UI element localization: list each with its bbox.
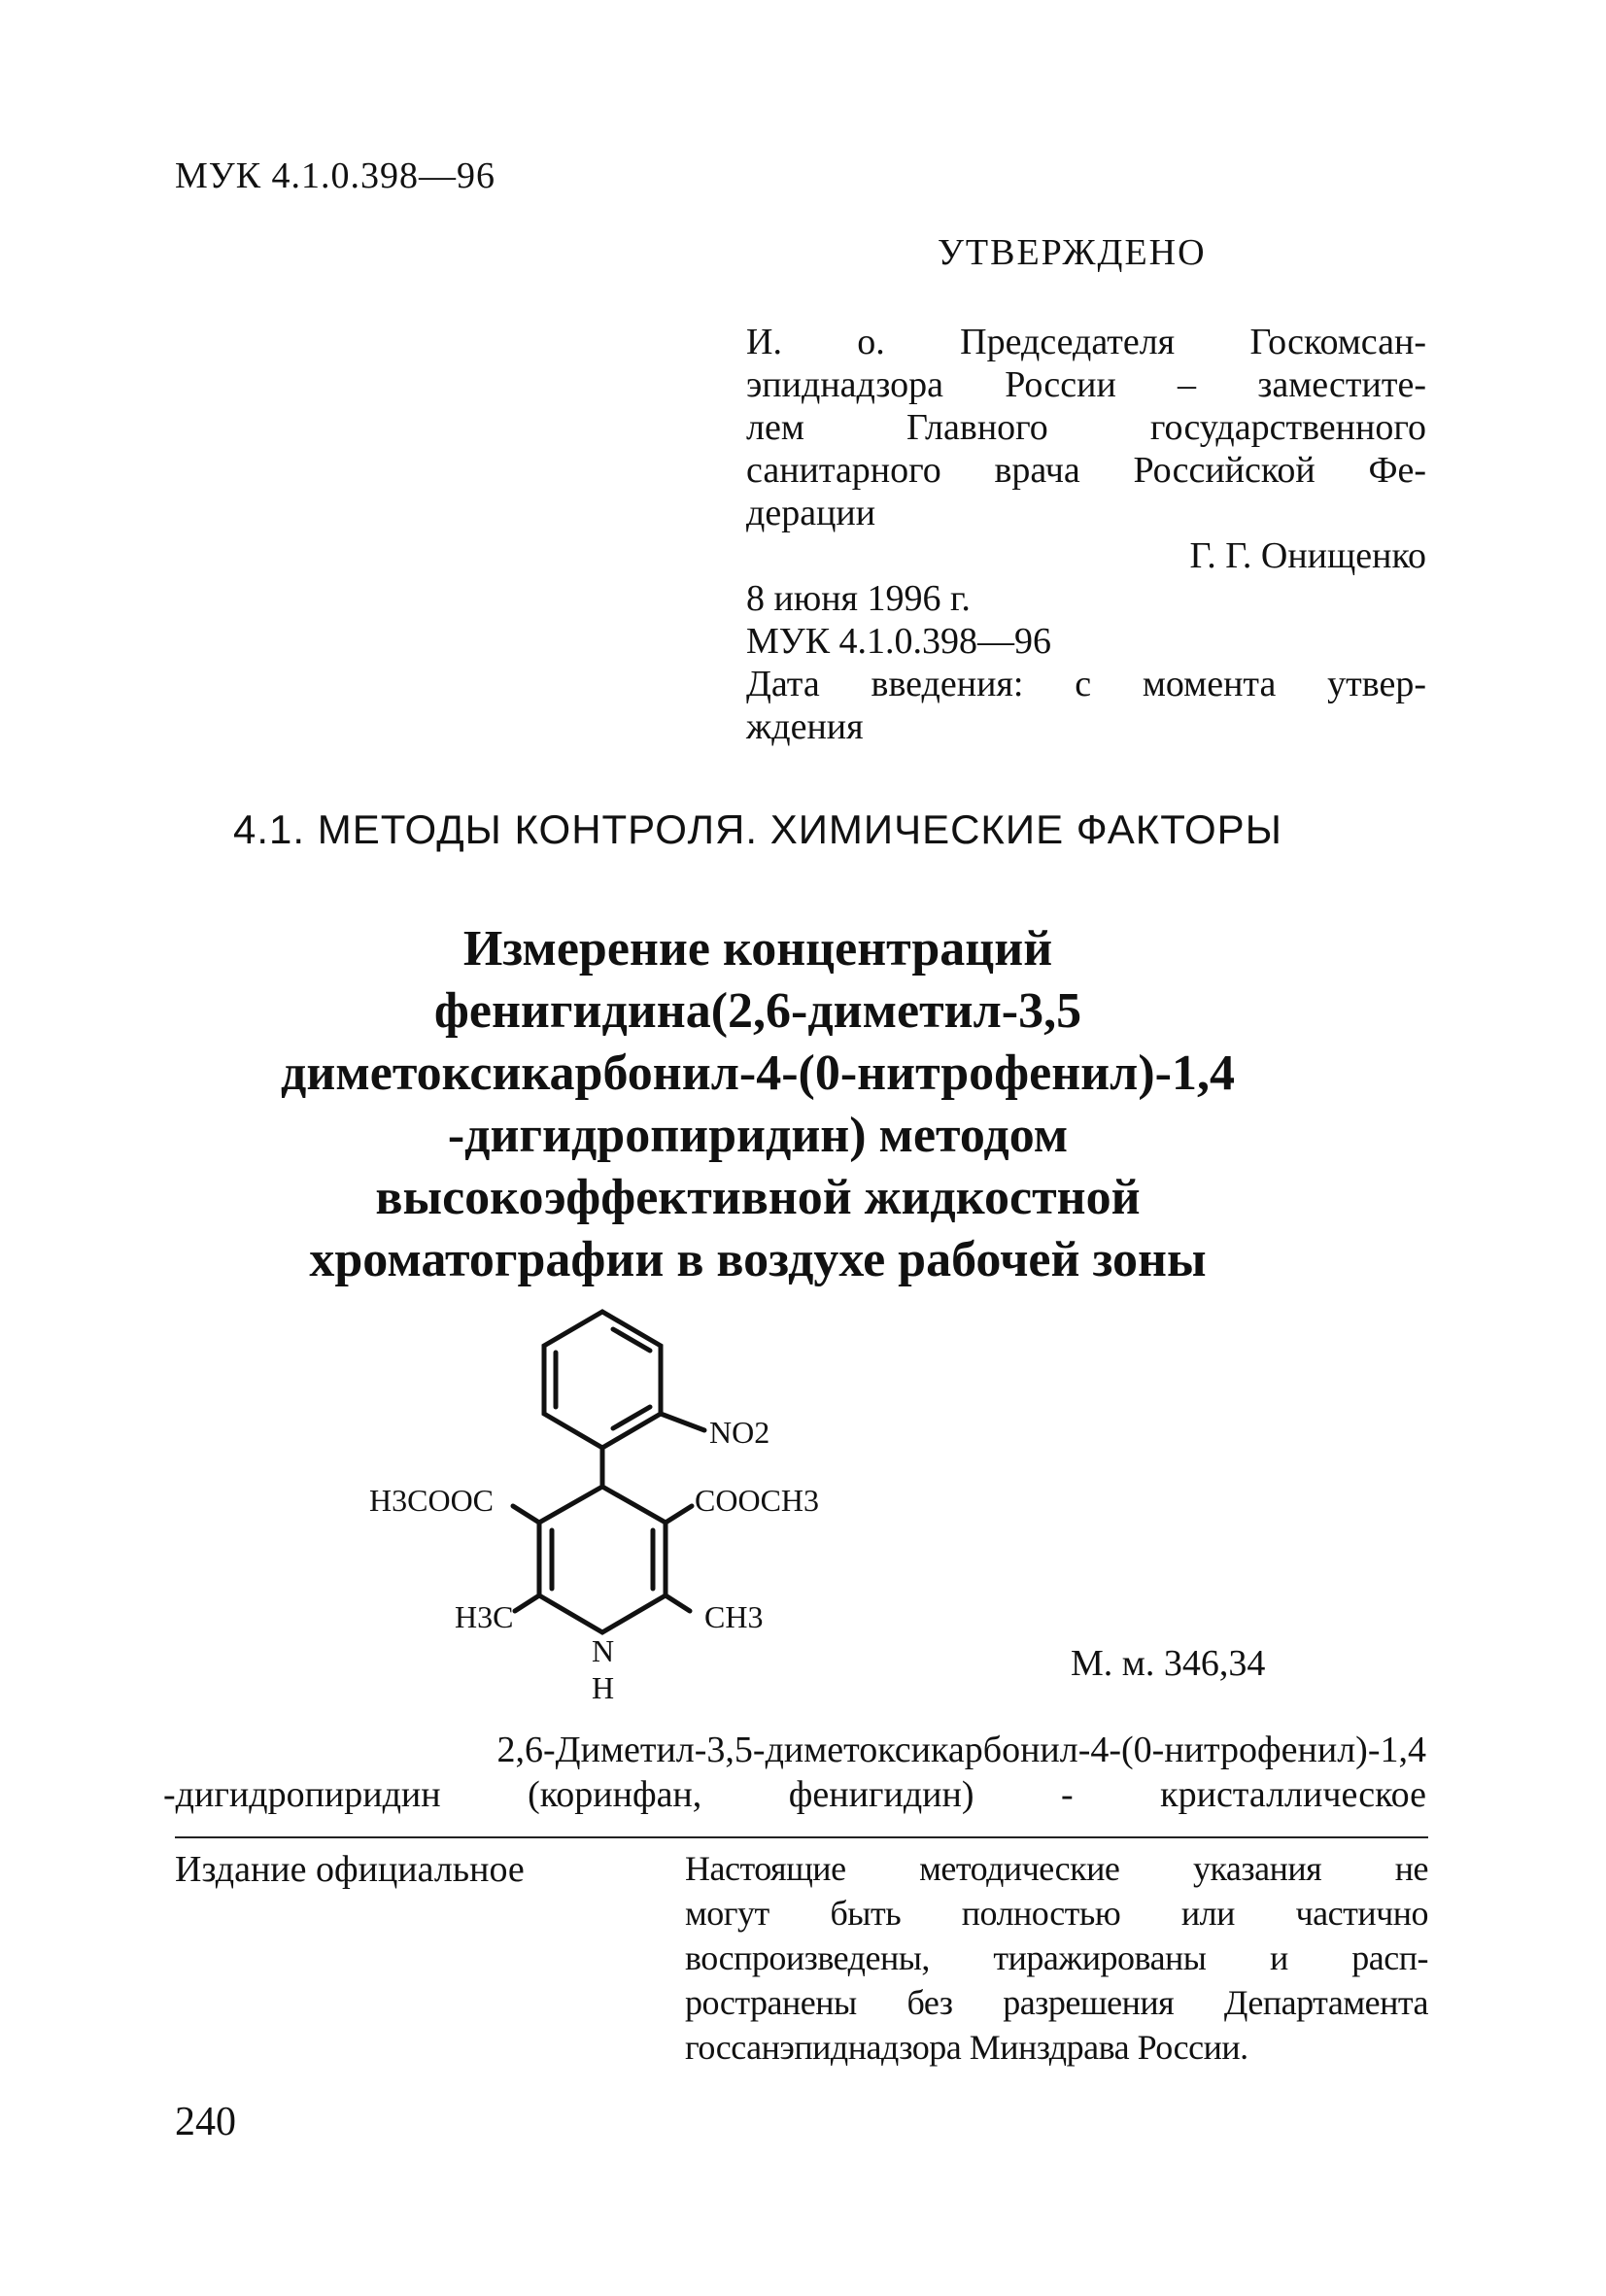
edition-label: Издание официальное <box>175 1849 525 1890</box>
approval-line: эпиднадзора России – заместите- <box>746 364 1426 405</box>
benzene-double-bond <box>613 1329 650 1351</box>
section-heading: 4.1. МЕТОДЫ КОНТРОЛЯ. ХИМИЧЕСКИЕ ФАКТОРЫ <box>233 806 1282 852</box>
approval-block <box>746 321 1426 748</box>
compound-description <box>163 1728 1426 1817</box>
approval-line: дерации <box>746 493 876 533</box>
title-line: фенигидина(2,6-диметил-3,5 <box>433 983 1082 1039</box>
nitro-bond <box>661 1414 704 1430</box>
footer-divider <box>175 1836 1428 1838</box>
nitrogen-label: N <box>592 1633 615 1668</box>
signatory-name: Г. Г. Онищенко <box>1189 535 1426 576</box>
title-line: высокоэффективной жидкостной <box>375 1170 1141 1225</box>
methyl-bond-right <box>666 1595 690 1611</box>
title-line: хроматографии в воздухе рабочей зоны <box>309 1232 1207 1287</box>
intro-date-line: Дата введения: с момента утвер- <box>746 664 1426 704</box>
document-code: МУК 4.1.0.398—96 <box>175 155 496 196</box>
page-number: 240 <box>175 2100 236 2144</box>
copyright-notice <box>685 1846 1428 2070</box>
notice-line: ространены без разрешения Департамента <box>685 1983 1428 2022</box>
dihydropyridine-ring <box>539 1487 666 1632</box>
ester-bond-right <box>666 1506 692 1523</box>
approved-heading: УТВЕРЖДЕНО <box>938 232 1207 273</box>
hydrogen-label: H <box>592 1670 615 1700</box>
document-title <box>194 918 1321 1291</box>
ester-bond-left <box>513 1506 539 1523</box>
approval-line: И. о. Председателя Госкомсан- <box>746 322 1426 362</box>
approval-date: 8 июня 1996 г. <box>746 578 971 619</box>
right-ester-label: COOCH3 <box>695 1483 820 1518</box>
title-line: диметоксикарбонил-4-(0-нитрофенил)-1,4 <box>281 1045 1235 1101</box>
description-line: 2,6-Диметил-3,5-диметоксикарбонил-4-(0-нитрофенил)-1,4 <box>496 1730 1426 1770</box>
methyl-bond-left <box>515 1595 539 1611</box>
description-line: -дигидропиридин (коринфан, фенигидин) - кристаллическое <box>163 1774 1426 1815</box>
benzene-ring <box>544 1312 661 1448</box>
right-methyl-label: CH3 <box>704 1599 764 1634</box>
left-methyl-label: H3C <box>455 1599 514 1634</box>
notice-line: могут быть полностью или частично <box>685 1894 1428 1933</box>
left-ester-label: H3COOC <box>369 1483 495 1518</box>
title-line: -дигидропиридин) методом <box>447 1108 1069 1163</box>
no2-label: NO2 <box>709 1415 770 1450</box>
notice-line: Настоящие методические указания не <box>685 1849 1428 1888</box>
approval-code: МУК 4.1.0.398—96 <box>746 621 1052 662</box>
approval-line: лем Главного государственного <box>746 407 1426 448</box>
molar-mass: М. м. 346,34 <box>1071 1643 1266 1684</box>
intro-date-line: ждения <box>746 706 864 747</box>
notice-line: госсанэпиднадзора Минздрава России. <box>685 2028 1248 2067</box>
chemical-structure <box>369 1292 874 1700</box>
title-line: Измерение концентраций <box>462 921 1053 977</box>
approval-line: санитарного врача Российской Фе- <box>746 450 1426 491</box>
notice-line: воспроизведены, тиражированы и расп- <box>685 1938 1428 1977</box>
